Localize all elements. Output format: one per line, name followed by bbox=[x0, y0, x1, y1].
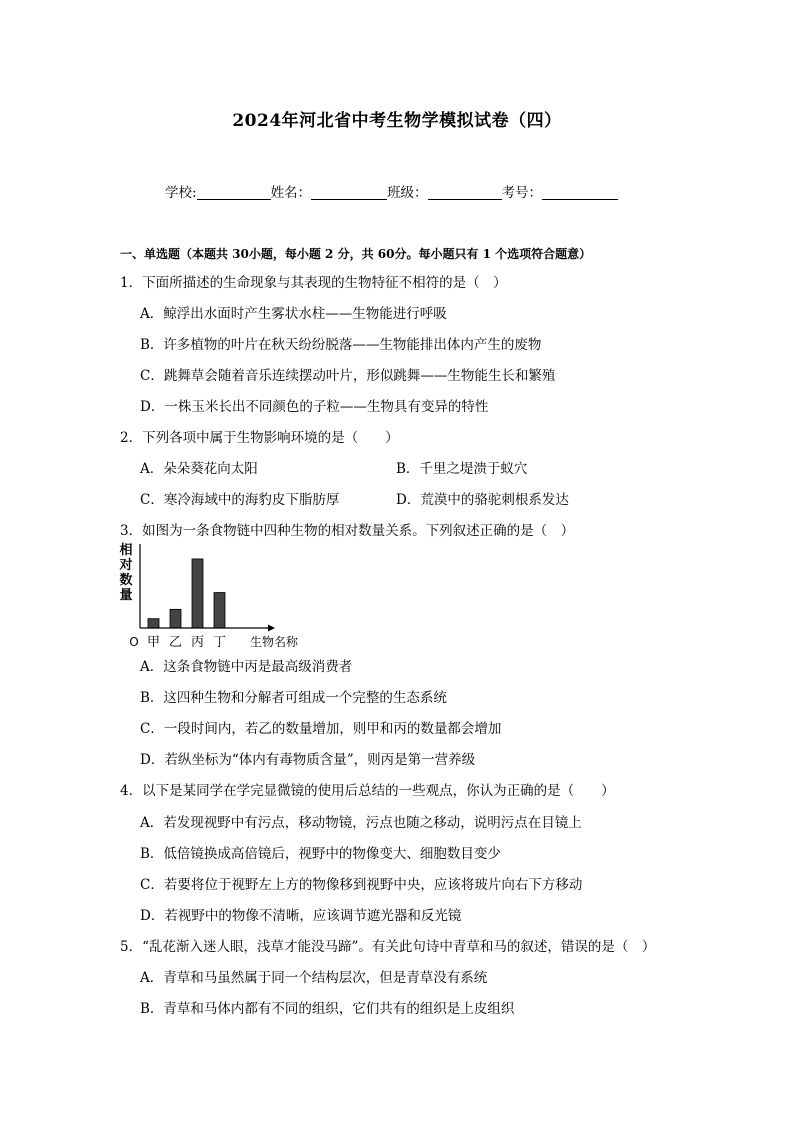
question-1-option-b[interactable]: B．许多植物的叶片在秋天纷纷脱落——生物能排出体内产生的废物 bbox=[140, 337, 542, 353]
section-heading: 一、单选题（本题共 30小题，每小题 2 分，共 60分。每小题只有 1 个选项符合题意） bbox=[120, 247, 592, 261]
x-axis-label: 生物名称 bbox=[250, 635, 299, 649]
question-5-stem: 5．“乱花渐入迷人眼，浅草才能没马蹄”。有关此句诗中青草和马的叙述，错误的是（ ） bbox=[120, 939, 656, 955]
category-label: 甲 bbox=[146, 635, 161, 650]
y-axis-label bbox=[118, 542, 132, 603]
question-3-option-a[interactable]: A．这条食物链中丙是最高级消费者 bbox=[140, 659, 353, 675]
name-label: 姓名： bbox=[270, 185, 312, 201]
question-3-option-c[interactable]: C．一段时间内，若乙的数量增加，则甲和丙的数量都会增加 bbox=[140, 721, 502, 737]
category-label: 乙 bbox=[168, 635, 183, 650]
question-4-stem: 4．以下是某同学在学完显微镜的使用后总结的一些观点，你认为正确的是（ ） bbox=[120, 783, 615, 799]
question-2-option-c[interactable]: C．寒冷海域中的海豹皮下脂肪厚 bbox=[140, 492, 340, 508]
class-label: 班级： bbox=[387, 185, 428, 201]
question-3-option-d[interactable]: D．若纵坐标为“体内有毒物质含量”，则丙是第一营养级 bbox=[140, 752, 476, 768]
bar-3 bbox=[192, 559, 203, 628]
y-axis-label-char: 数 bbox=[119, 573, 133, 588]
question-1-option-d[interactable]: D．一株玉米长出不同颜色的子粒——生物具有变异的特性 bbox=[140, 399, 489, 415]
category-label: 丁 bbox=[212, 635, 227, 650]
exam-no-label: 考号： bbox=[501, 185, 543, 201]
question-1-option-c[interactable]: C．跳舞草会随着音乐连续摆动叶片，形似跳舞——生物能生长和繁殖 bbox=[140, 368, 556, 384]
question-5-option-a[interactable]: A．青草和马虽然属于同一个结构层次，但是青草没有系统 bbox=[140, 970, 488, 986]
page-title: 2024年河北省中考生物学模拟试卷（四） bbox=[232, 111, 562, 131]
category-label: 丙 bbox=[190, 635, 205, 650]
food-chain-bar-chart bbox=[118, 540, 299, 650]
question-1-option-a[interactable]: A．鲸浮出水面时产生雾状水柱——生物能进行呼吸 bbox=[140, 306, 447, 322]
x-axis-arrow bbox=[268, 625, 275, 632]
question-2-option-b[interactable]: B．千里之堤溃于蚁穴 bbox=[396, 461, 528, 477]
y-axis-label-char: 相 bbox=[119, 543, 133, 558]
bar-2 bbox=[170, 609, 181, 628]
exam-no-blank[interactable] bbox=[542, 185, 618, 200]
school-label: 学校: bbox=[165, 185, 197, 201]
class-blank[interactable] bbox=[428, 185, 502, 200]
question-5-option-b[interactable]: B．青草和马体内都有不同的组织，它们共有的组织是上皮组织 bbox=[140, 1001, 515, 1017]
y-axis-label-char: 对 bbox=[119, 558, 133, 573]
question-4-option-d[interactable]: D．若视野中的物像不清晰，应该调节遮光器和反光镜 bbox=[140, 908, 462, 924]
school-blank[interactable] bbox=[197, 185, 271, 200]
student-info-line bbox=[165, 181, 618, 201]
y-axis-label-char: 量 bbox=[119, 588, 133, 603]
bar-4 bbox=[214, 593, 225, 628]
question-2-stem: 2．下列各项中属于生物影响环境的是（ ） bbox=[120, 430, 399, 446]
question-2-option-a[interactable]: A．朵朵葵花向太阳 bbox=[140, 461, 258, 477]
name-blank[interactable] bbox=[311, 185, 387, 200]
bar-1 bbox=[148, 619, 159, 628]
question-4-option-a[interactable]: A．若发现视野中有污点，移动物镜，污点也随之移动，说明污点在目镜上 bbox=[140, 815, 582, 831]
question-3-stem: 3．如图为一条食物链中四种生物的相对数量关系。下列叙述正确的是（ ） bbox=[120, 523, 575, 539]
question-2-option-d[interactable]: D．荒漠中的骆驼刺根系发达 bbox=[396, 492, 569, 508]
question-4-option-c[interactable]: C．若要将位于视野左上方的物像移到视野中央，应该将玻片向右下方移动 bbox=[140, 877, 583, 893]
question-1-stem: 1．下面所描述的生命现象与其表现的生物特征不相符的是（ ） bbox=[120, 275, 507, 291]
question-3-option-b[interactable]: B．这四种生物和分解者可组成一个完整的生态系统 bbox=[140, 690, 447, 706]
origin-label: O bbox=[129, 635, 139, 649]
question-4-option-b[interactable]: B．低倍镜换成高倍镜后，视野中的物像变大、细胞数目变少 bbox=[140, 846, 501, 862]
